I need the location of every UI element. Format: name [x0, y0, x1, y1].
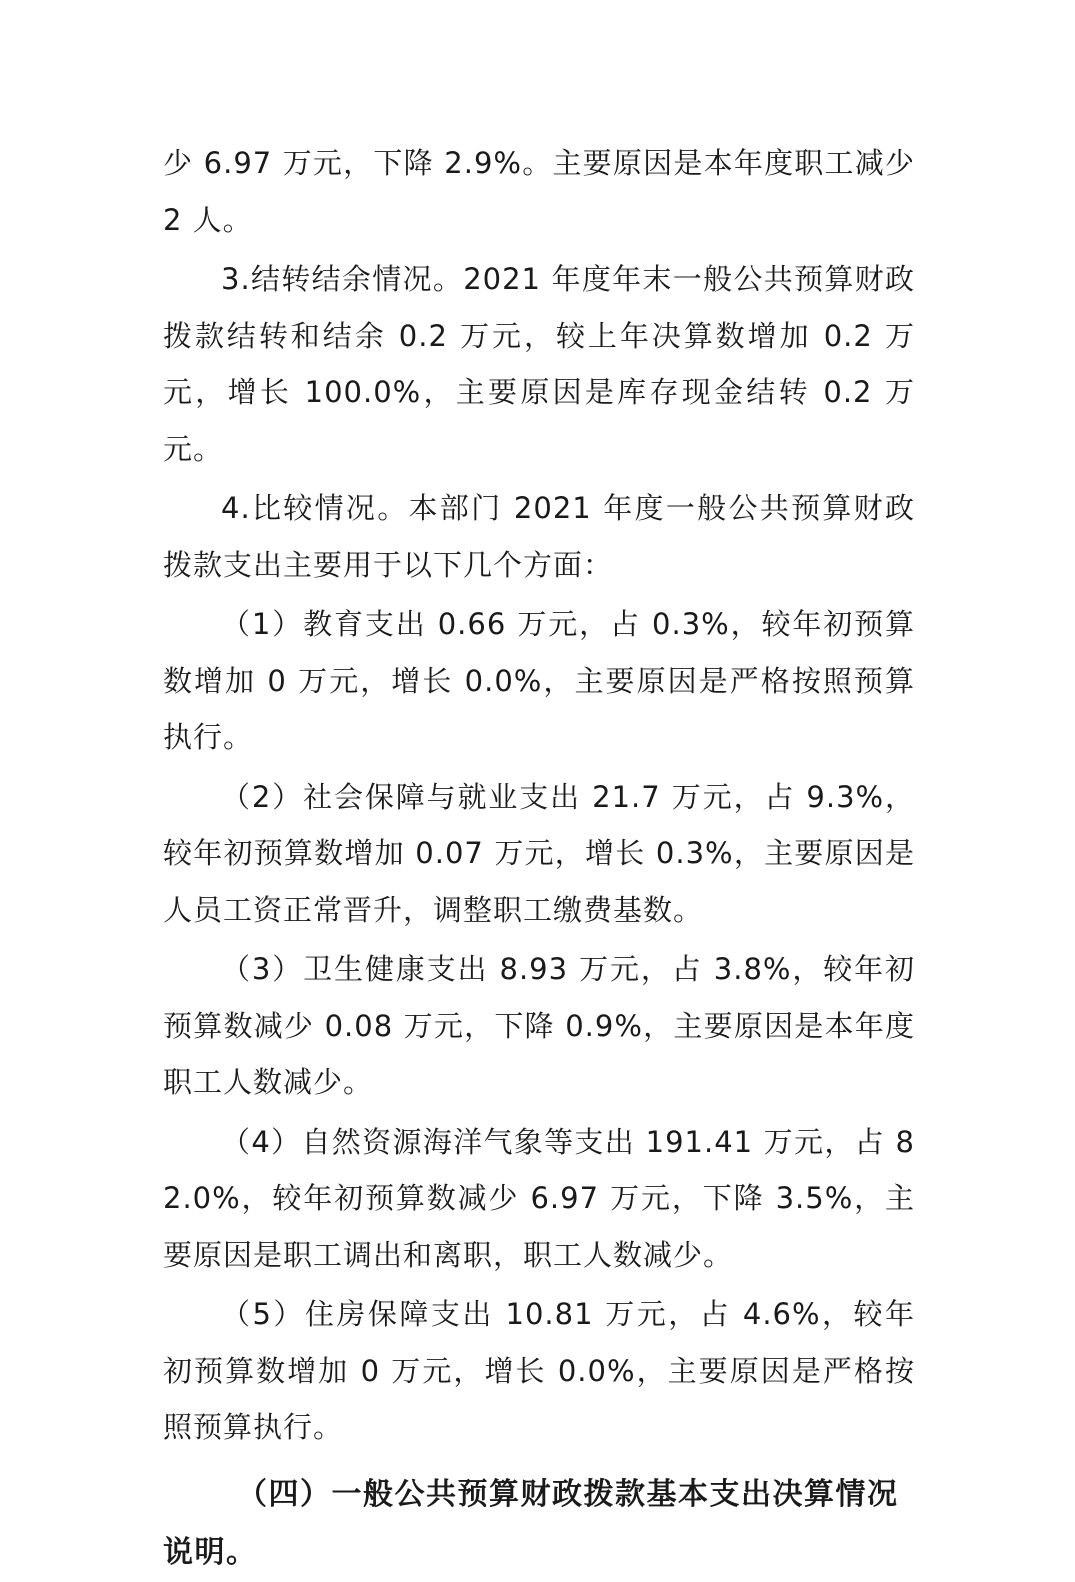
section-heading: （四）一般公共预算财政拨款基本支出决算情况说明。 — [163, 1476, 899, 1570]
paragraph-health: （3）卫生健康支出 8.93 万元，占 3.8%，较年初预算数减少 0.08 万元，下降 0.9%，主要原因是本年度职工人数减少。 — [163, 952, 915, 1099]
paragraph-comparison: 4.比较情况。本部门 2021 年度一般公共预算财政拨款支出主要用于以下几个方面： — [163, 491, 915, 582]
paragraph-continuation: 少 6.97 万元，下降 2.9%。主要原因是本年度职工减少 2 人。 — [163, 146, 915, 237]
paragraph-social-security: （2）社会保障与就业支出 21.7 万元，占 9.3%，较年初预算数增加 0.07 万元，增长 0.3%，主要原因是人员工资正常晋升，调整职工缴费基数。 — [163, 779, 915, 927]
document-page — [163, 135, 915, 1582]
paragraph-carryover-balance: 3.结转结余情况。2021 年度年末一般公共预算财政拨款结转和结余 0.2 万元，较上年决算数增加 0.2 万元，增长 100.0%，主要原因是库存现金结转 0.2 万元。 — [163, 262, 915, 466]
paragraph-natural-resources: （4）自然资源海洋气象等支出 191.41 万元，占 82.0%，较年初预算数减少 6.97 万元，下降 3.5%，主要原因是职工调出和离职，职工人数减少。 — [163, 1124, 915, 1272]
paragraph-housing: （5）住房保障支出 10.81 万元，占 4.6%，较年初预算数增加 0 万元，增长 0.0%，主要原因是严格按照预算执行。 — [163, 1297, 915, 1444]
paragraph-education: （1）教育支出 0.66 万元，占 0.3%，较年初预算数增加 0 万元，增长 0.0%，主要原因是严格按照预算执行。 — [163, 607, 915, 754]
